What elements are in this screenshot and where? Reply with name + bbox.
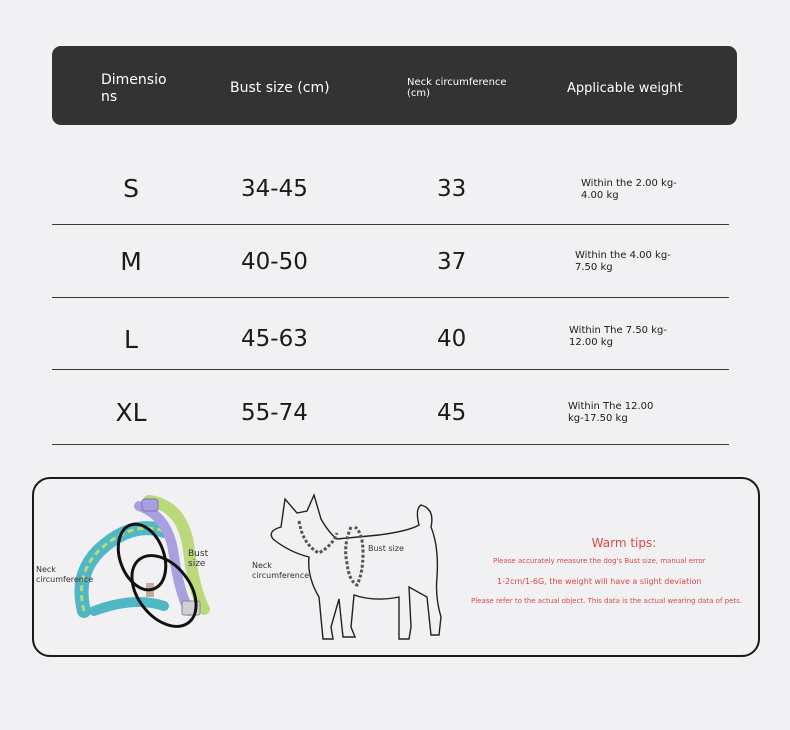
header-neck-circumference: Neck circumference (cm) (407, 77, 507, 99)
harness-measure-rings (114, 519, 204, 629)
row-neck: 37 (437, 249, 467, 275)
harness-neck-label: Neck circumference (36, 565, 94, 584)
header-applicable-weight: Applicable weight (567, 81, 683, 96)
table-row-l (52, 298, 729, 370)
tip-line-2: 1-2cm/1-6G, the weight will have a slight deviation (497, 577, 702, 586)
row-weight: Within the 4.00 kg-7.50 kg (575, 250, 671, 273)
table-row-s (52, 148, 729, 225)
header-dimensions: Dimensions (101, 72, 167, 105)
row-size: XL (115, 398, 147, 427)
row-bust: 40-50 (241, 249, 308, 275)
row-weight: Within The 7.50 kg-12.00 kg (569, 325, 667, 348)
row-neck: 45 (437, 400, 467, 426)
row-neck: 40 (437, 326, 467, 352)
row-size: L (124, 325, 138, 354)
row-size: S (123, 174, 139, 203)
dog-neck-label: Neck circumference (252, 561, 310, 580)
table-row-xl (52, 370, 729, 445)
row-weight: Within The 12.00 kg-17.50 kg (568, 401, 654, 424)
row-bust: 45-63 (241, 326, 308, 352)
table-header (52, 46, 737, 125)
row-weight: Within the 2.00 kg-4.00 kg (581, 178, 677, 201)
row-bust: 34-45 (241, 176, 308, 202)
table-row-m (52, 225, 729, 298)
header-bust-size: Bust size (cm) (230, 80, 330, 96)
dog-bust-label: Bust size (368, 544, 404, 553)
row-bust: 55-74 (241, 400, 308, 426)
row-size: M (120, 247, 142, 276)
warm-tips-title: Warm tips: (591, 536, 657, 550)
tip-line-3: Please refer to the actual object. This data is the actual wearing data of pets. (471, 597, 743, 605)
measurement-diagram (32, 477, 760, 657)
row-neck: 33 (437, 176, 467, 202)
tip-line-1: Please accurately measure the dog's Bust size, manual error (493, 557, 706, 565)
harness-bust-label: Bust size (188, 549, 209, 569)
